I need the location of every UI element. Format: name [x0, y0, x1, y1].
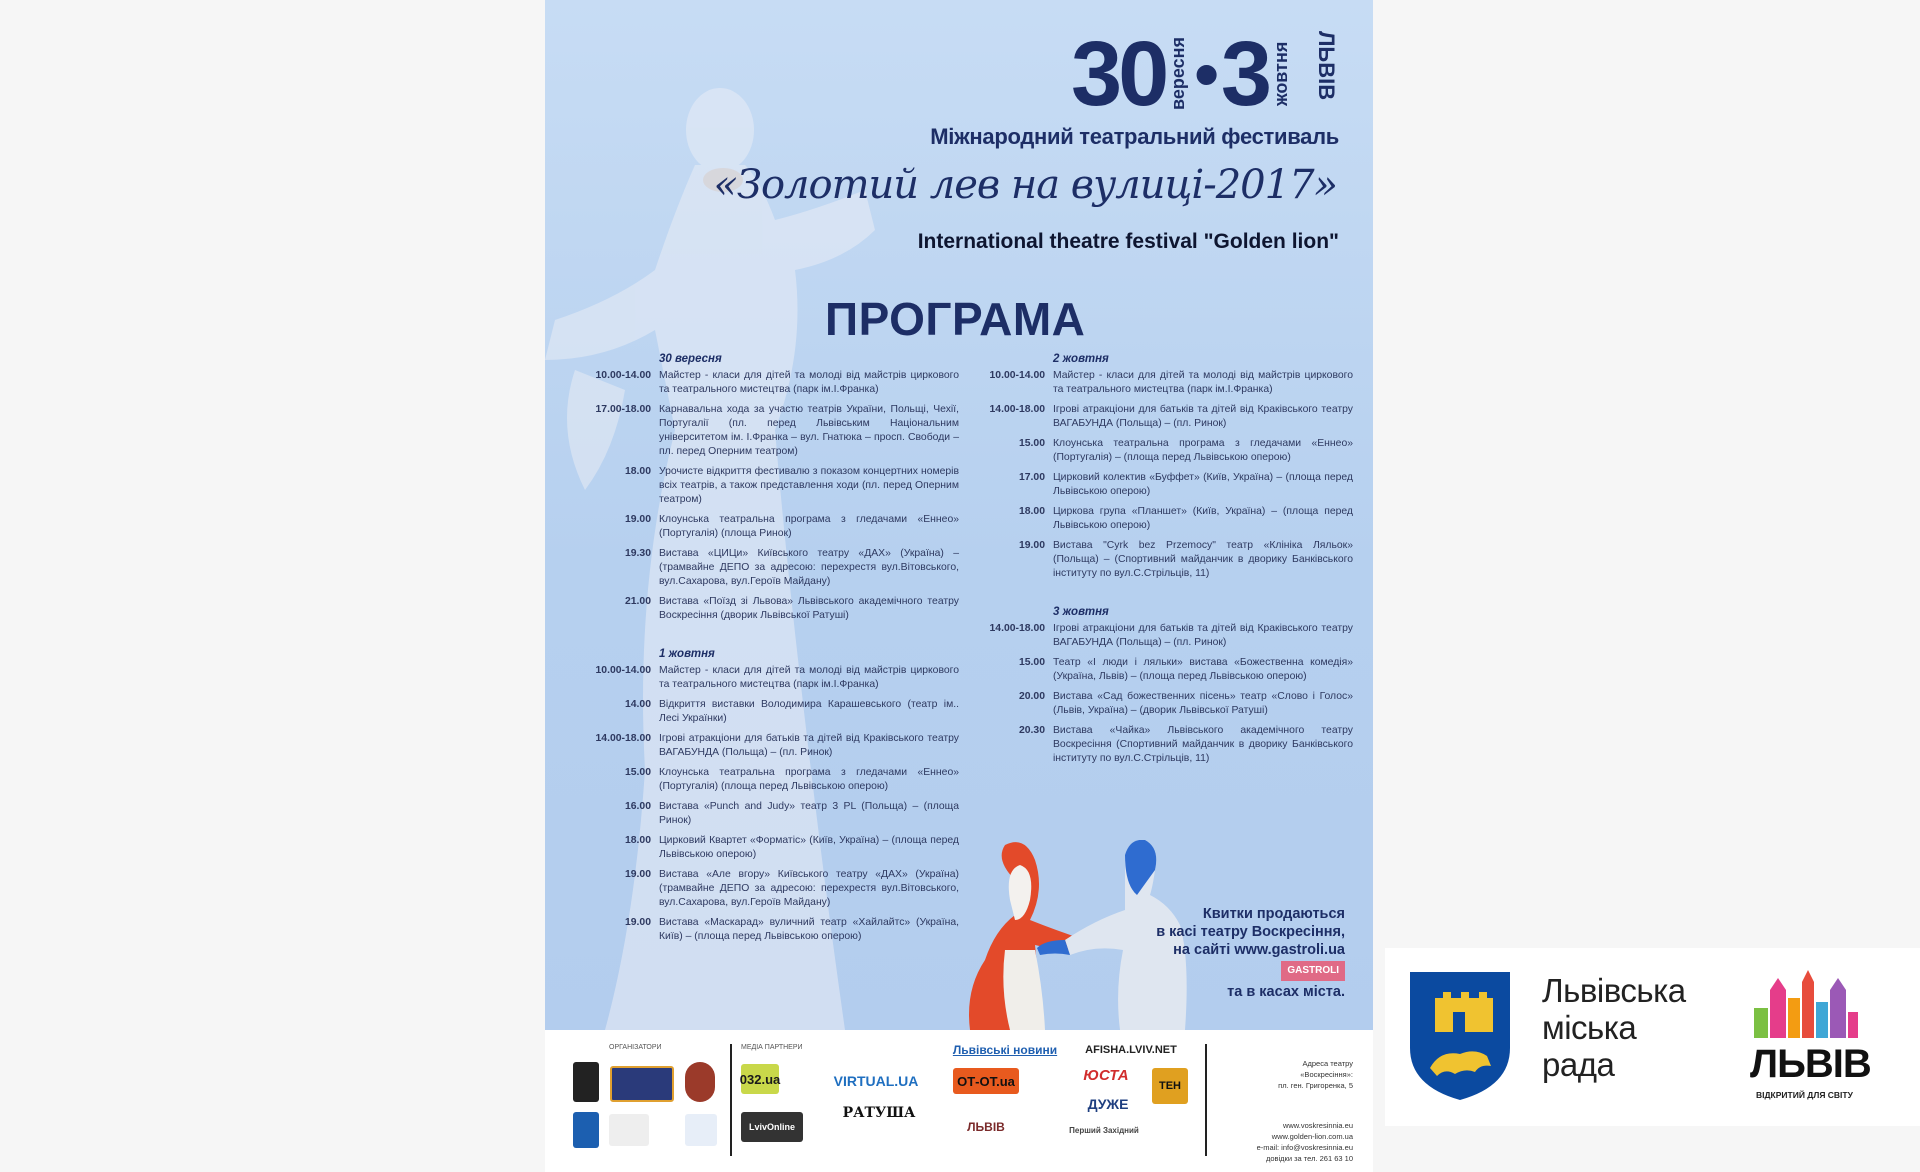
event-time: 18.00: [624, 835, 651, 846]
logo-lviv: ЛЬВІВ: [967, 1120, 1005, 1134]
event-description: Карнавальна хода за участю театрів України, Польщі, Чехії, Португалії (пл. перед Львівським Національним університетом ім. І.Франка – вул. Гнатюка – просп. Свободи – пл. перед Оперним театром): [659, 404, 959, 457]
event-description: Майстер - класи для дітей та молоді від майстрів циркового та театрального мистецтва (парк ім.І.Франка): [659, 665, 959, 690]
program-event: [573, 732, 963, 760]
tickets-info: [1156, 905, 1345, 1001]
event-description: Вистава «Чайка» Львівського академічного театру Воскресіння (Спортивний майданчик в дворику Банківського інституту по вул.С.Стрільців, 11): [1053, 725, 1353, 764]
program-day-heading: 3 жовтня: [1053, 606, 1109, 618]
festival-subtitle-en: International theatre festival "Golden lion": [917, 230, 1339, 253]
event-description: Клоунська театральна програма з гледачами «Еннео» (Португалія) (площа Ринок): [659, 514, 959, 539]
program-event: [573, 916, 963, 944]
theatre-address: Адреса театру «Воскресіння»: пл. ген. Григоренка, 5: [1278, 1059, 1353, 1090]
program-day-heading: 30 вересня: [659, 353, 722, 365]
event-description: Відкриття виставки Володимира Карашевського (театр ім.. Лесі Українки): [659, 699, 959, 724]
logo-032ua: 032.ua: [741, 1064, 779, 1094]
tickets-line: в касі театру Воскресіння,: [1156, 924, 1345, 940]
logo-lvivonline: LvivOnline: [741, 1112, 803, 1142]
program-event: [573, 868, 963, 910]
event-description: Вистава «Сад божественних пісень» театр «Слово і Голос» (Львів, Україна) – (дворик Львівської Ратуші): [1053, 691, 1353, 716]
section-gap: [573, 629, 963, 647]
event-time: 15.00: [624, 767, 651, 778]
start-month: вересня: [1168, 37, 1189, 111]
event-time: 19.00: [624, 917, 651, 928]
end-month: жовтня: [1271, 41, 1291, 107]
city-tagline: ВІДКРИТИЙ ДЛЯ СВІТУ: [1756, 1090, 1853, 1100]
festival-title: «Золотий лев на вулиці-2017»: [713, 162, 1337, 208]
event-description: Цирковий колектив «Буффет» (Київ, Україна) – (площа перед Львівською оперою): [1053, 472, 1353, 497]
program-event: [967, 471, 1357, 499]
logo-ten: ТЕН: [1152, 1068, 1188, 1104]
lviv-coat-of-arms-icon: [1405, 968, 1515, 1104]
event-time: 10.00-14.00: [989, 370, 1045, 381]
logo-yusta: ЮСТА: [1083, 1066, 1129, 1084]
program-event: [967, 369, 1357, 397]
program-event: [573, 369, 963, 397]
logo-placeholder: [609, 1114, 649, 1146]
council-name: Львівська міська рада: [1542, 972, 1686, 1083]
event-description: Клоунська театральна програма з гледачами «Еннео» (Португалія) – (площа перед Львівською оперою): [1053, 438, 1353, 463]
event-time: 15.00: [1018, 657, 1045, 668]
program-event: [573, 834, 963, 862]
emblem-icon: [685, 1114, 717, 1146]
event-description: Ігрові атракціони для батьків та дітей від Краківського театру ВАГАБУНДА (Польща) – (пл. Ринок): [1053, 623, 1353, 648]
lviv-shield-icon: [573, 1112, 599, 1148]
event-description: Майстер - класи для дітей та молоді від майстрів циркового та театрального мистецтва (парк ім.І.Франка): [1053, 370, 1353, 395]
tickets-line: Квитки продаються: [1202, 906, 1345, 922]
event-description: Вистава «Маскарад» вуличний театр «Хайлайтс» (Україна, Київ) – (площа перед Львівською оперою): [659, 917, 959, 942]
email-link[interactable]: e-mail: info@voskresinnia.eu: [1256, 1143, 1353, 1152]
city-wordmark: ЛЬВІВ: [1750, 1042, 1871, 1086]
date-separator: •: [1194, 35, 1219, 113]
event-time: 15.00: [1018, 438, 1045, 449]
program-event: [573, 698, 963, 726]
logo-ratusha: РАТУША: [842, 1105, 916, 1121]
website-link[interactable]: www.voskresinnia.eu: [1282, 1121, 1353, 1130]
media-label: МЕДІА ПАРТНЕРИ: [741, 1044, 803, 1051]
festival-dates: [1070, 23, 1339, 125]
program-event: [967, 724, 1357, 766]
event-time: 19.00: [1018, 540, 1045, 551]
program-event: [573, 513, 963, 541]
end-day: 3: [1220, 23, 1268, 125]
event-time: 10.00-14.00: [595, 370, 651, 381]
gastroli-badge: GASTROLI: [1281, 961, 1345, 981]
city-name: ЛЬВІВ: [1314, 31, 1339, 101]
program-event: [573, 595, 963, 623]
city-council-logo: [1385, 948, 1920, 1126]
event-description: Ігрові атракціони для батьків та дітей від Краківського театру ВАГАБУНДА (Польща) – (пл. Ринок): [1053, 404, 1353, 429]
program-column-right: [967, 352, 1357, 772]
event-description: Вистава «Punch and Judy» театр 3 PL (Польща) – (площа Ринок): [659, 801, 959, 826]
program-heading: ПРОГРАМА: [825, 293, 1086, 345]
event-time: 18.00: [624, 466, 651, 477]
logo-pershyi-zakhidnyi: Перший Західний: [1069, 1125, 1139, 1135]
event-description: Театр «І люди і ляльки» вистава «Божественна комедія» (Україна, Львів) – (площа перед Львівською оперою): [1053, 657, 1353, 682]
event-time: 17.00: [1018, 472, 1045, 483]
section-gap: [967, 587, 1357, 605]
coat-of-arms-icon: [685, 1062, 715, 1102]
tickets-site[interactable]: на сайті www.gastroli.ua: [1173, 942, 1345, 958]
program-event: [967, 403, 1357, 431]
divider: [730, 1044, 732, 1156]
event-time: 14.00-18.00: [989, 404, 1045, 415]
program-event: [573, 800, 963, 828]
event-time: 14.00-18.00: [989, 623, 1045, 634]
event-time: 17.00-18.00: [595, 404, 651, 415]
logo-duzhe: ДУЖЕ: [1087, 1096, 1129, 1112]
program-event: [573, 465, 963, 507]
event-time: 19.00: [624, 514, 651, 525]
program-event: [967, 539, 1357, 581]
divider: [1205, 1044, 1207, 1156]
event-time: 16.00: [624, 801, 651, 812]
program-event: [573, 664, 963, 692]
organizers-label: ОРГАНІЗАТОРИ: [609, 1044, 662, 1051]
event-time: 19.30: [624, 548, 651, 559]
city-skyline-icon: [1750, 968, 1860, 1044]
partners-strip: [545, 1030, 1373, 1172]
theatre-logo: [573, 1062, 599, 1102]
event-time: 19.00: [624, 869, 651, 880]
festival-poster: [545, 0, 1373, 1030]
program-event: [967, 622, 1357, 650]
event-time: 10.00-14.00: [595, 665, 651, 676]
event-description: Клоунська театральна програма з гледачами «Еннео» (Португалія) (площа перед Львівською оперою): [659, 767, 959, 792]
program-event: [967, 690, 1357, 718]
event-time: 21.00: [624, 596, 651, 607]
program-column-left: [573, 352, 963, 950]
logo-lviv-news: Львівські новини: [952, 1043, 1058, 1057]
theatre-contacts: [1257, 1120, 1353, 1164]
program-event: [967, 505, 1357, 533]
program-event: [573, 547, 963, 589]
program-event: [573, 766, 963, 794]
logo-ot-ot: ОТ-ОТ.ua: [953, 1068, 1019, 1094]
program-event: [573, 403, 963, 459]
website-link[interactable]: www.golden-lion.com.ua: [1271, 1132, 1353, 1141]
event-description: Вистава «Але вгору» Київського театру «ДАХ» (Україна) (трамвайне ДЕПО за адресою: перехрестя вул.Вітовського, вул.Сахарова, вул.Героїв Майдану): [659, 869, 959, 908]
program-day-heading: 2 жовтня: [1053, 353, 1109, 365]
event-description: Ігрові атракціони для батьків та дітей від Краківського театру ВАГАБУНДА (Польща) – (пл. Ринок): [659, 733, 959, 758]
start-day: 30: [1070, 23, 1166, 125]
program-event: [967, 656, 1357, 684]
event-description: Вистава "Cyrk bez Przemocy" театр «Клініка Ляльок» (Польща) – (Спортивний майданчик в дворику Банківського інституту по вул.С.Стрільців, 11): [1053, 540, 1353, 579]
event-description: Майстер - класи для дітей та молоді від майстрів циркового та театрального мистецтва (парк ім.І.Франка): [659, 370, 959, 395]
event-time: 18.00: [1018, 506, 1045, 517]
logo-afisha: AFISHA.LVIV.NET: [1085, 1044, 1177, 1056]
festival-logo: [610, 1066, 674, 1102]
event-description: Урочисте відкриття фестивалю з показом концертних номерів всіх театрів, а також представлення ходи (пл. перед Оперним театром): [659, 466, 959, 505]
festival-subtitle-uk: Міжнародний театральний фестиваль: [930, 124, 1339, 149]
phone-info: довідки за тел. 261 63 10: [1265, 1154, 1353, 1163]
program-event: [967, 437, 1357, 465]
event-description: Вистава «ЦИЦи» Київського театру «ДАХ» (Україна) – (трамвайне ДЕПО за адресою: перехрестя вул.Вітовського, вул.Сахарова, вул.Героїв Майдану): [659, 548, 959, 587]
logo-virtual-ua: VIRTUAL.UA: [833, 1073, 919, 1089]
event-time: 20.30: [1018, 725, 1045, 736]
program-day-heading: 1 жовтня: [659, 648, 715, 660]
event-time: 14.00: [624, 699, 651, 710]
event-description: Цирковий Квартет «Форматіс» (Київ, Україна) – (площа перед Львівською оперою): [659, 835, 959, 860]
event-description: Вистава «Поїзд зі Львова» Львівського академічного театру Воскресіння (дворик Львівської Ратуші): [659, 596, 959, 621]
event-time: 14.00-18.00: [595, 733, 651, 744]
event-time: 20.00: [1018, 691, 1045, 702]
tickets-line: та в касах міста.: [1227, 984, 1345, 1000]
event-description: Циркова група «Планшет» (Київ, Україна) – (площа перед Львівською оперою): [1053, 506, 1353, 531]
